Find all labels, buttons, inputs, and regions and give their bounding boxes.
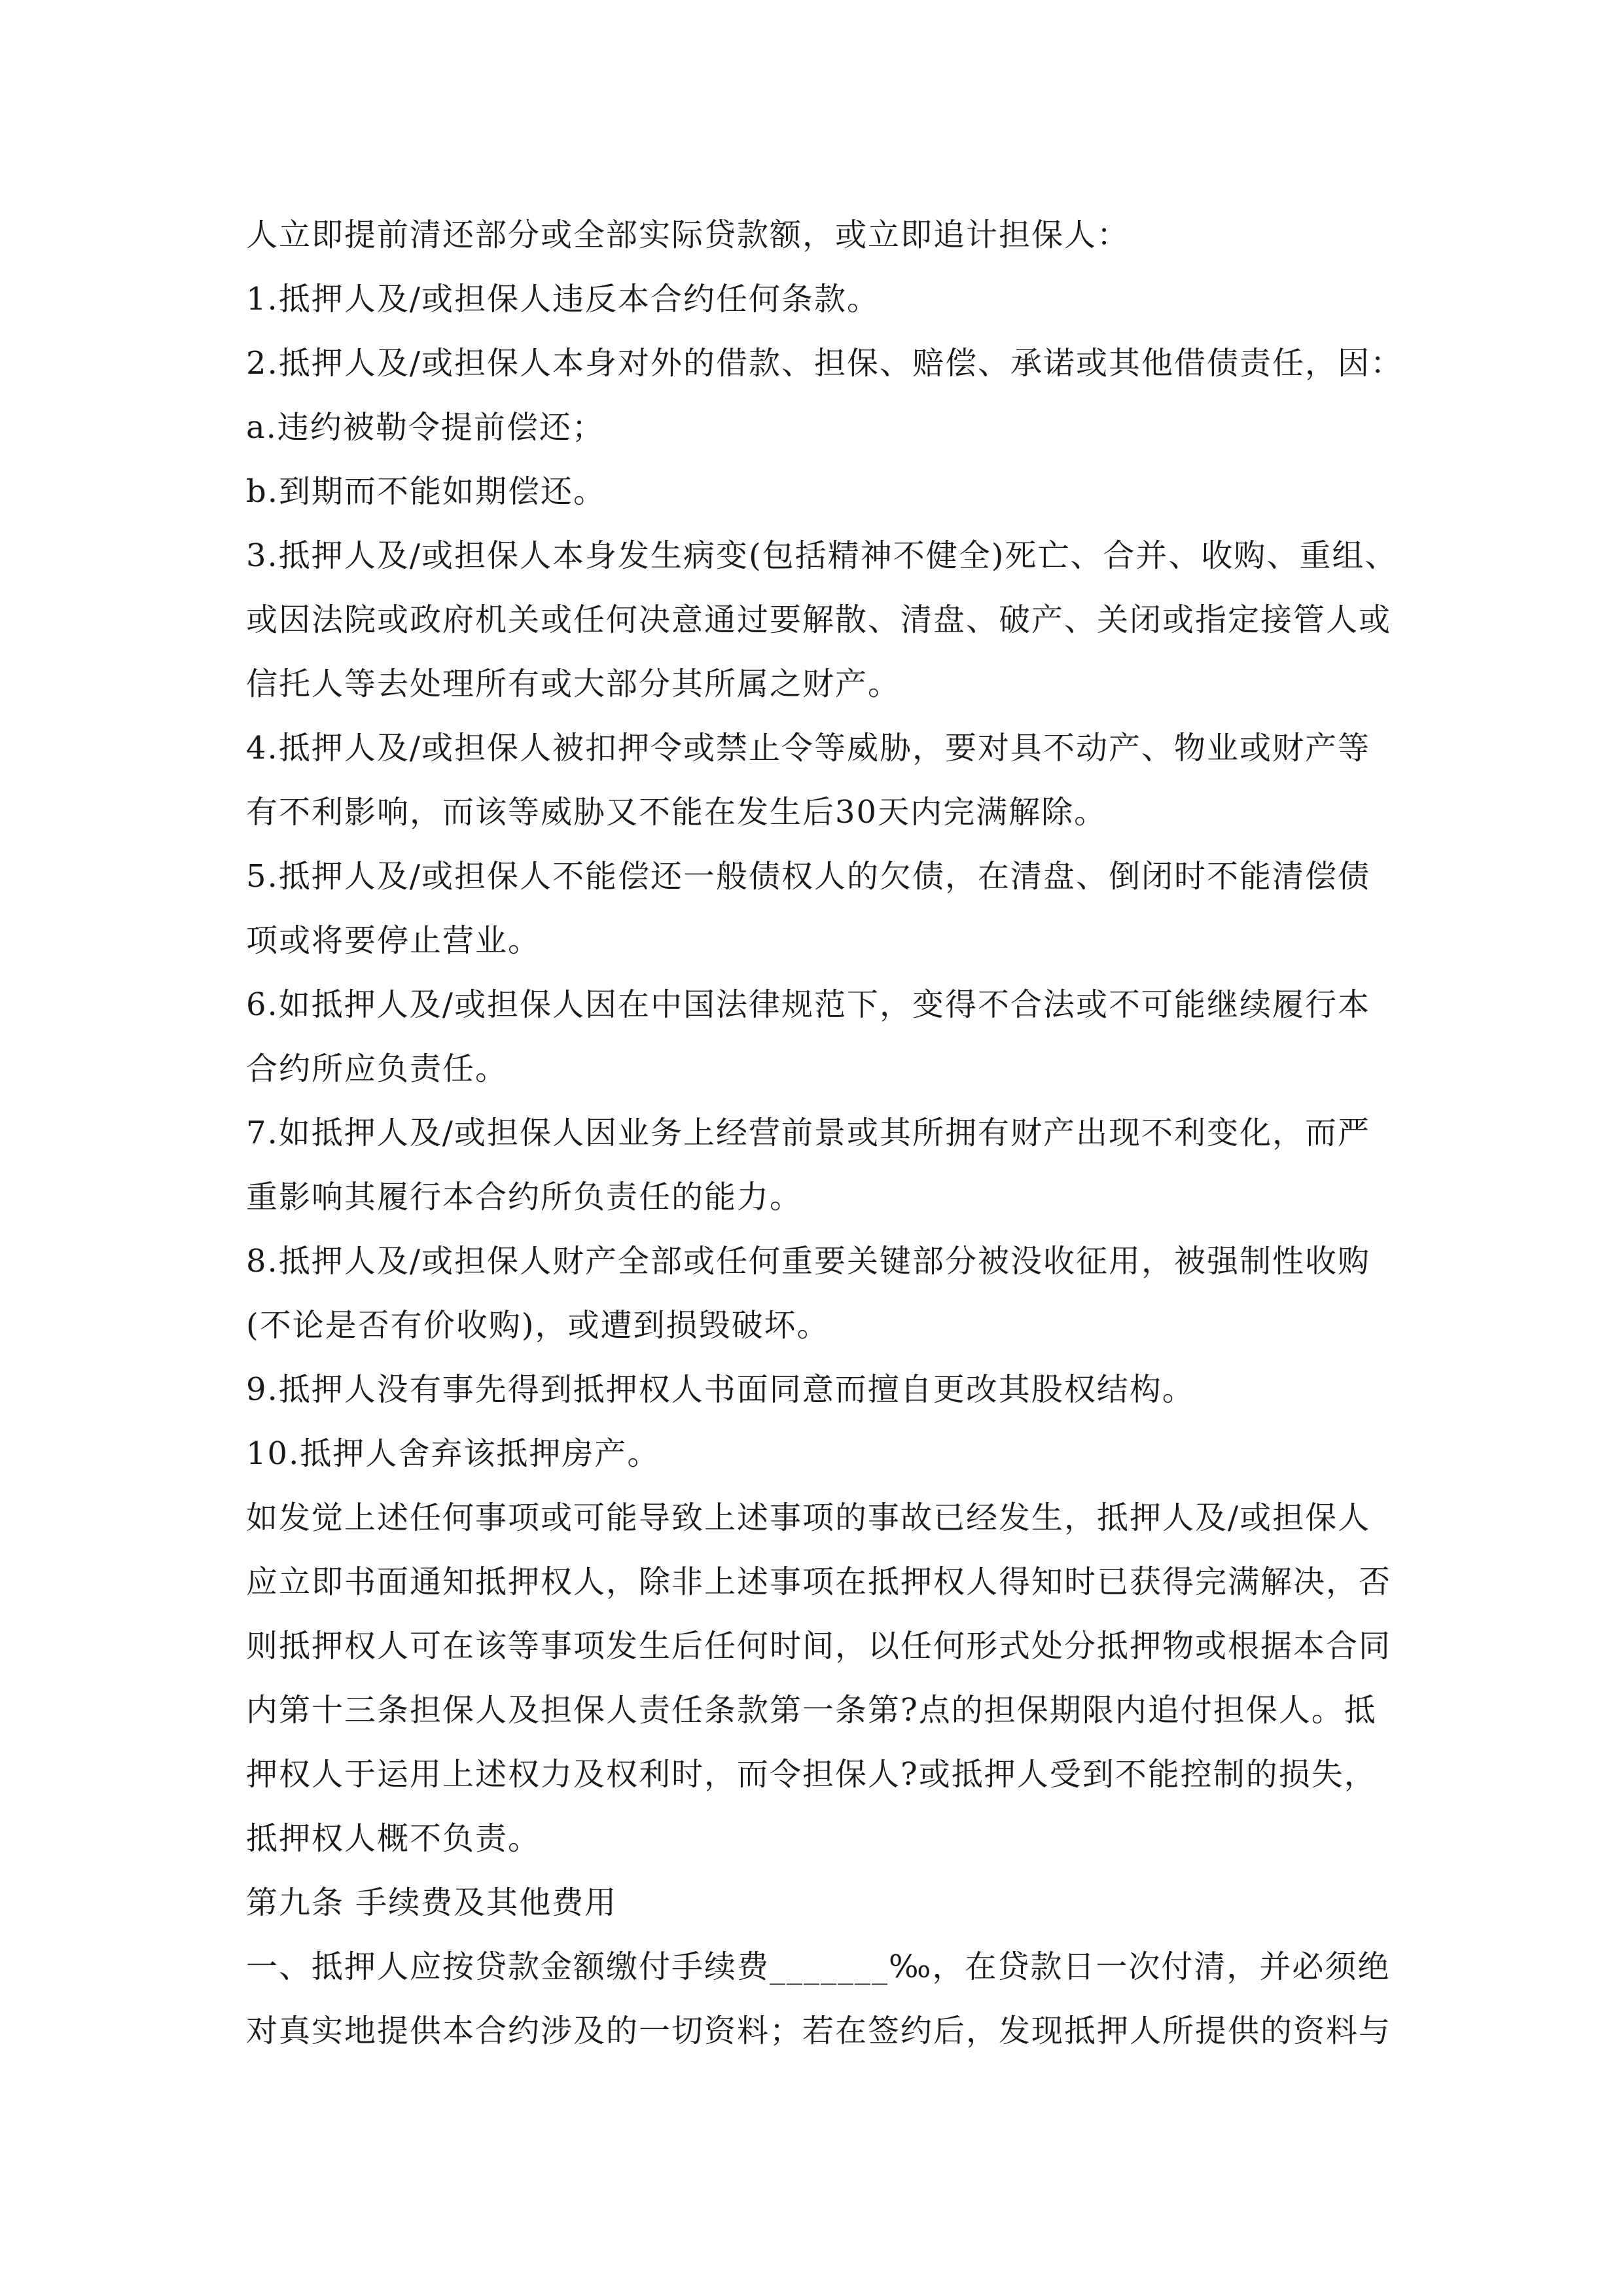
clause-item-8: 8.抵押人及/或担保人财产全部或任何重要关键部分被没收征用，被强制性收购 (246, 1243, 1370, 1280)
paragraph-line: 一、抵押人应按贷款金额缴付手续费_______‰，在贷款日一次付清，并必须绝 (246, 1948, 1391, 1985)
paragraph-line: 则抵押权人可在该等事项发生后任何时间，以任何形式处分抵押物或根据本合同 (246, 1628, 1392, 1664)
section-heading: 第九条 手续费及其他费用 (246, 1884, 618, 1921)
text-line: 重影响其履行本合约所负责任的能力。 (246, 1179, 803, 1215)
clause-item-9: 9.抵押人没有事先得到抵押权人书面同意而擅自更改其股权结构。 (246, 1371, 1195, 1408)
paragraph-line: 应立即书面通知抵押权人，除非上述事项在抵押权人得知时已获得完满解决，否 (246, 1564, 1392, 1600)
clause-item-4: 4.抵押人及/或担保人被扣押令或禁止令等威胁，要对具不动产、物业或财产等 (246, 730, 1370, 766)
clause-item-1: 1.抵押人及/或担保人违反本合约任何条款。 (246, 281, 880, 317)
text-line: 或因法院或政府机关或任何决意通过要解散、清盘、破产、关闭或指定接管人或 (246, 601, 1392, 638)
text-line: 有不利影响，而该等威胁又不能在发生后30天内完满解除。 (246, 794, 1107, 831)
text-line: 合约所应负责任。 (246, 1050, 508, 1087)
paragraph-line: 对真实地提供本合约涉及的一切资料；若在签约后，发现抵押人所提供的资料与 (246, 2013, 1392, 2049)
text-line: 项或将要停止营业。 (246, 922, 541, 959)
clause-item-7: 7.如抵押人及/或担保人因业务上经营前景或其所拥有财产出现不利变化，而严 (246, 1115, 1370, 1151)
text-line: (不论是否有价收购)，或遭到损毁破坏。 (246, 1307, 830, 1344)
paragraph-line: 内第十三条担保人及担保人责任条款第一条第?点的担保期限内追付担保人。抵 (246, 1692, 1377, 1729)
clause-item-3: 3.抵押人及/或担保人本身发生病变(包括精神不健全)死亡、合并、收购、重组、 (246, 537, 1398, 574)
clause-item-2: 2.抵押人及/或担保人本身对外的借款、担保、赔偿、承诺或其他借债责任，因： (246, 345, 1403, 382)
text-line: 人立即提前清还部分或全部实际贷款额，或立即追计担保人： (246, 217, 1130, 253)
paragraph-line: 抵押权人概不负责。 (246, 1820, 541, 1857)
clause-item-5: 5.抵押人及/或担保人不能偿还一般债权人的欠债，在清盘、倒闭时不能清偿债 (246, 858, 1370, 895)
clause-item-6: 6.如抵押人及/或担保人因在中国法律规范下，变得不合法或不可能继续履行本 (246, 986, 1370, 1023)
clause-subitem-a: a.违约被勒令提前偿还； (246, 409, 605, 446)
text-line: 信托人等去处理所有或大部分其所属之财产。 (246, 666, 901, 702)
paragraph-line: 押权人于运用上述权力及权利时，而令担保人?或抵押人受到不能控制的损失， (246, 1756, 1377, 1793)
document-body (246, 203, 1403, 2063)
clause-subitem-b: b.到期而不能如期偿还。 (246, 473, 606, 510)
clause-item-10: 10.抵押人舍弃该抵押房产。 (246, 1435, 660, 1472)
paragraph-line: 如发觉上述任何事项或可能导致上述事项的事故已经发生，抵押人及/或担保人 (246, 1499, 1371, 1536)
